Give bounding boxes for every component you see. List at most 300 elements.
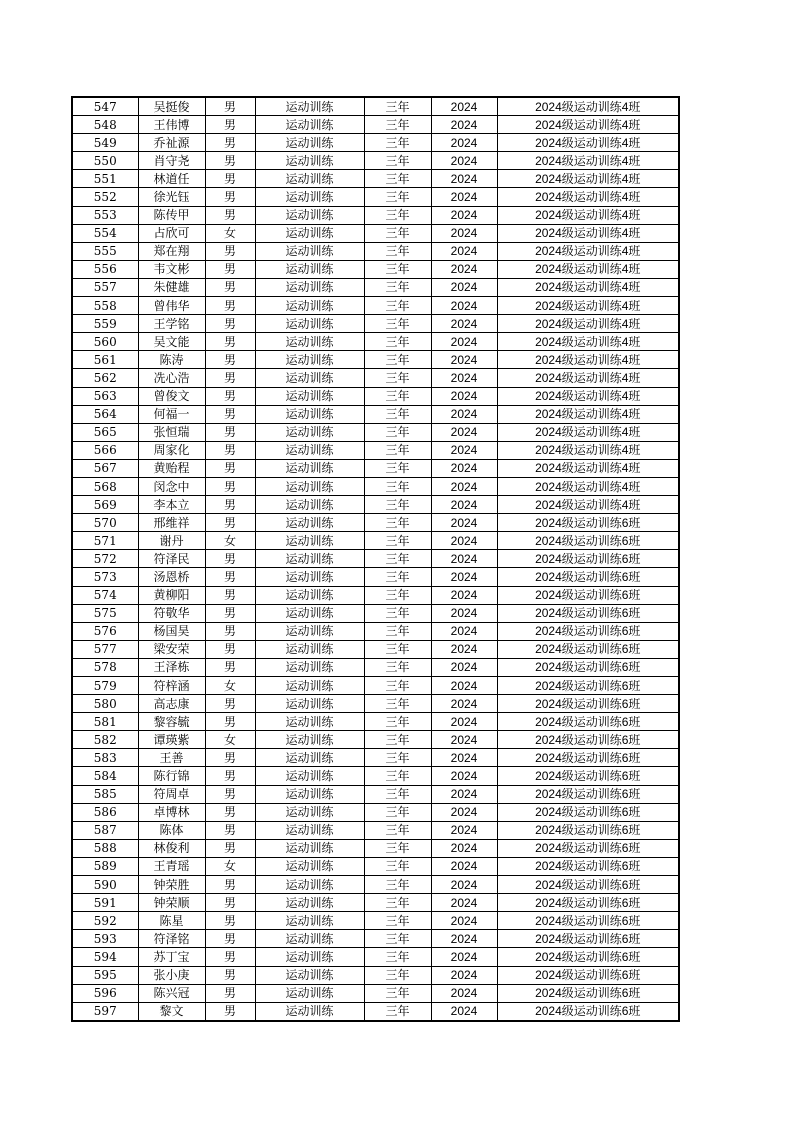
class-name-cell: 2024级运动训练4班 [497, 459, 679, 477]
major-cell: 运动训练 [255, 857, 364, 875]
row-number-cell: 584 [72, 767, 138, 785]
gender-cell: 男 [205, 260, 255, 278]
student-name-cell: 黎容毓 [138, 713, 205, 731]
student-name-cell: 汤恩桥 [138, 568, 205, 586]
enrollment-year-cell: 2024 [431, 315, 497, 333]
gender-cell: 男 [205, 695, 255, 713]
gender-cell: 男 [205, 1002, 255, 1021]
row-number-cell: 549 [72, 134, 138, 152]
student-name-cell: 曾伟华 [138, 297, 205, 315]
table-row [72, 695, 679, 713]
gender-cell: 男 [205, 785, 255, 803]
student-name-cell: 林道任 [138, 170, 205, 188]
gender-cell: 男 [205, 948, 255, 966]
major-cell: 运动训练 [255, 188, 364, 206]
student-name-cell: 陈涛 [138, 351, 205, 369]
major-cell: 运动训练 [255, 984, 364, 1002]
enrollment-year-cell: 2024 [431, 839, 497, 857]
major-cell: 运动训练 [255, 658, 364, 676]
program-length-cell: 三年 [364, 387, 431, 405]
program-length-cell: 三年 [364, 423, 431, 441]
major-cell: 运动训练 [255, 152, 364, 170]
student-name-cell: 何福一 [138, 405, 205, 423]
student-name-cell: 苏丁宝 [138, 948, 205, 966]
class-name-cell: 2024级运动训练6班 [497, 677, 679, 695]
major-cell: 运动训练 [255, 496, 364, 514]
table-row [72, 496, 679, 514]
enrollment-year-cell: 2024 [431, 134, 497, 152]
student-name-cell: 杨国昊 [138, 622, 205, 640]
enrollment-year-cell: 2024 [431, 586, 497, 604]
gender-cell: 女 [205, 532, 255, 550]
row-number-cell: 583 [72, 749, 138, 767]
student-name-cell: 陈行锦 [138, 767, 205, 785]
table-row [72, 514, 679, 532]
program-length-cell: 三年 [364, 912, 431, 930]
enrollment-year-cell: 2024 [431, 188, 497, 206]
student-name-cell: 梁安荣 [138, 640, 205, 658]
table-row [72, 948, 679, 966]
major-cell: 运动训练 [255, 767, 364, 785]
row-number-cell: 586 [72, 803, 138, 821]
gender-cell: 男 [205, 351, 255, 369]
student-name-cell: 王泽栋 [138, 658, 205, 676]
class-name-cell: 2024级运动训练4班 [497, 351, 679, 369]
student-name-cell: 黎文 [138, 1002, 205, 1021]
program-length-cell: 三年 [364, 894, 431, 912]
row-number-cell: 564 [72, 405, 138, 423]
major-cell: 运动训练 [255, 731, 364, 749]
enrollment-year-cell: 2024 [431, 803, 497, 821]
table-row [72, 821, 679, 839]
gender-cell: 男 [205, 116, 255, 134]
class-name-cell: 2024级运动训练6班 [497, 622, 679, 640]
student-name-cell: 王善 [138, 749, 205, 767]
class-name-cell: 2024级运动训练6班 [497, 658, 679, 676]
enrollment-year-cell: 2024 [431, 568, 497, 586]
row-number-cell: 575 [72, 604, 138, 622]
major-cell: 运动训练 [255, 695, 364, 713]
major-cell: 运动训练 [255, 116, 364, 134]
enrollment-year-cell: 2024 [431, 658, 497, 676]
row-number-cell: 551 [72, 170, 138, 188]
gender-cell: 男 [205, 876, 255, 894]
row-number-cell: 569 [72, 496, 138, 514]
major-cell: 运动训练 [255, 441, 364, 459]
gender-cell: 男 [205, 514, 255, 532]
table-row [72, 785, 679, 803]
student-name-cell: 曾俊文 [138, 387, 205, 405]
row-number-cell: 587 [72, 821, 138, 839]
enrollment-year-cell: 2024 [431, 785, 497, 803]
program-length-cell: 三年 [364, 532, 431, 550]
table-row [72, 188, 679, 206]
class-name-cell: 2024级运动训练6班 [497, 966, 679, 984]
table-row [72, 984, 679, 1002]
row-number-cell: 562 [72, 369, 138, 387]
class-name-cell: 2024级运动训练4班 [497, 170, 679, 188]
table-row [72, 405, 679, 423]
gender-cell: 男 [205, 405, 255, 423]
table-row [72, 260, 679, 278]
major-cell: 运动训练 [255, 278, 364, 296]
class-name-cell: 2024级运动训练4班 [497, 369, 679, 387]
student-name-cell: 占欣可 [138, 224, 205, 242]
class-name-cell: 2024级运动训练4班 [497, 97, 679, 116]
row-number-cell: 566 [72, 441, 138, 459]
program-length-cell: 三年 [364, 260, 431, 278]
table-row [72, 116, 679, 134]
gender-cell: 男 [205, 333, 255, 351]
enrollment-year-cell: 2024 [431, 405, 497, 423]
table-row [72, 278, 679, 296]
major-cell: 运动训练 [255, 568, 364, 586]
row-number-cell: 582 [72, 731, 138, 749]
row-number-cell: 547 [72, 97, 138, 116]
gender-cell: 男 [205, 496, 255, 514]
row-number-cell: 572 [72, 550, 138, 568]
enrollment-year-cell: 2024 [431, 477, 497, 495]
class-name-cell: 2024级运动训练6班 [497, 514, 679, 532]
row-number-cell: 573 [72, 568, 138, 586]
row-number-cell: 590 [72, 876, 138, 894]
major-cell: 运动训练 [255, 224, 364, 242]
enrollment-year-cell: 2024 [431, 550, 497, 568]
table-row [72, 97, 679, 116]
enrollment-year-cell: 2024 [431, 640, 497, 658]
enrollment-year-cell: 2024 [431, 622, 497, 640]
class-name-cell: 2024级运动训练4班 [497, 496, 679, 514]
program-length-cell: 三年 [364, 640, 431, 658]
class-name-cell: 2024级运动训练6班 [497, 586, 679, 604]
student-name-cell: 高志康 [138, 695, 205, 713]
gender-cell: 男 [205, 640, 255, 658]
class-name-cell: 2024级运动训练4班 [497, 477, 679, 495]
enrollment-year-cell: 2024 [431, 948, 497, 966]
class-name-cell: 2024级运动训练4班 [497, 278, 679, 296]
major-cell: 运动训练 [255, 423, 364, 441]
enrollment-year-cell: 2024 [431, 912, 497, 930]
table-row [72, 658, 679, 676]
student-name-cell: 黄贻程 [138, 459, 205, 477]
student-name-cell: 张小庚 [138, 966, 205, 984]
row-number-cell: 591 [72, 894, 138, 912]
row-number-cell: 580 [72, 695, 138, 713]
row-number-cell: 559 [72, 315, 138, 333]
gender-cell: 男 [205, 586, 255, 604]
enrollment-year-cell: 2024 [431, 496, 497, 514]
gender-cell: 男 [205, 803, 255, 821]
major-cell: 运动训练 [255, 876, 364, 894]
row-number-cell: 585 [72, 785, 138, 803]
table-row [72, 441, 679, 459]
student-name-cell: 吴文能 [138, 333, 205, 351]
table-row [72, 333, 679, 351]
row-number-cell: 548 [72, 116, 138, 134]
row-number-cell: 581 [72, 713, 138, 731]
class-name-cell: 2024级运动训练6班 [497, 984, 679, 1002]
table-row [72, 387, 679, 405]
gender-cell: 男 [205, 188, 255, 206]
student-name-cell: 周家化 [138, 441, 205, 459]
student-name-cell: 钟荣胜 [138, 876, 205, 894]
gender-cell: 男 [205, 315, 255, 333]
table-row [72, 894, 679, 912]
program-length-cell: 三年 [364, 695, 431, 713]
row-number-cell: 552 [72, 188, 138, 206]
enrollment-year-cell: 2024 [431, 1002, 497, 1021]
program-length-cell: 三年 [364, 297, 431, 315]
enrollment-year-cell: 2024 [431, 97, 497, 116]
table-row [72, 839, 679, 857]
gender-cell: 男 [205, 387, 255, 405]
program-length-cell: 三年 [364, 170, 431, 188]
program-length-cell: 三年 [364, 857, 431, 875]
class-name-cell: 2024级运动训练4班 [497, 260, 679, 278]
class-name-cell: 2024级运动训练4班 [497, 405, 679, 423]
major-cell: 运动训练 [255, 97, 364, 116]
major-cell: 运动训练 [255, 477, 364, 495]
row-number-cell: 568 [72, 477, 138, 495]
class-name-cell: 2024级运动训练6班 [497, 713, 679, 731]
table-row [72, 550, 679, 568]
program-length-cell: 三年 [364, 441, 431, 459]
row-number-cell: 554 [72, 224, 138, 242]
program-length-cell: 三年 [364, 604, 431, 622]
major-cell: 运动训练 [255, 134, 364, 152]
enrollment-year-cell: 2024 [431, 441, 497, 459]
class-name-cell: 2024级运动训练4班 [497, 224, 679, 242]
major-cell: 运动训练 [255, 260, 364, 278]
program-length-cell: 三年 [364, 351, 431, 369]
gender-cell: 男 [205, 930, 255, 948]
student-name-cell: 卓博林 [138, 803, 205, 821]
class-name-cell: 2024级运动训练6班 [497, 568, 679, 586]
gender-cell: 男 [205, 713, 255, 731]
enrollment-year-cell: 2024 [431, 351, 497, 369]
program-length-cell: 三年 [364, 966, 431, 984]
gender-cell: 男 [205, 170, 255, 188]
major-cell: 运动训练 [255, 713, 364, 731]
table-row [72, 532, 679, 550]
class-name-cell: 2024级运动训练4班 [497, 333, 679, 351]
enrollment-year-cell: 2024 [431, 604, 497, 622]
student-name-cell: 张恒瑞 [138, 423, 205, 441]
enrollment-year-cell: 2024 [431, 876, 497, 894]
student-name-cell: 钟荣顺 [138, 894, 205, 912]
program-length-cell: 三年 [364, 622, 431, 640]
enrollment-year-cell: 2024 [431, 278, 497, 296]
program-length-cell: 三年 [364, 514, 431, 532]
class-name-cell: 2024级运动训练4班 [497, 242, 679, 260]
row-number-cell: 571 [72, 532, 138, 550]
gender-cell: 男 [205, 97, 255, 116]
program-length-cell: 三年 [364, 242, 431, 260]
student-table [71, 96, 680, 1022]
row-number-cell: 565 [72, 423, 138, 441]
class-name-cell: 2024级运动训练6班 [497, 839, 679, 857]
row-number-cell: 560 [72, 333, 138, 351]
program-length-cell: 三年 [364, 948, 431, 966]
class-name-cell: 2024级运动训练6班 [497, 695, 679, 713]
table-row [72, 568, 679, 586]
enrollment-year-cell: 2024 [431, 966, 497, 984]
major-cell: 运动训练 [255, 749, 364, 767]
enrollment-year-cell: 2024 [431, 821, 497, 839]
table-row [72, 242, 679, 260]
program-length-cell: 三年 [364, 586, 431, 604]
student-name-cell: 陈传甲 [138, 206, 205, 224]
major-cell: 运动训练 [255, 912, 364, 930]
enrollment-year-cell: 2024 [431, 369, 497, 387]
enrollment-year-cell: 2024 [431, 387, 497, 405]
row-number-cell: 595 [72, 966, 138, 984]
student-name-cell: 陈星 [138, 912, 205, 930]
class-name-cell: 2024级运动训练6班 [497, 550, 679, 568]
major-cell: 运动训练 [255, 948, 364, 966]
program-length-cell: 三年 [364, 803, 431, 821]
row-number-cell: 558 [72, 297, 138, 315]
student-name-cell: 朱健雄 [138, 278, 205, 296]
program-length-cell: 三年 [364, 984, 431, 1002]
class-name-cell: 2024级运动训练4班 [497, 206, 679, 224]
table-row [72, 423, 679, 441]
row-number-cell: 593 [72, 930, 138, 948]
enrollment-year-cell: 2024 [431, 333, 497, 351]
major-cell: 运动训练 [255, 206, 364, 224]
row-number-cell: 592 [72, 912, 138, 930]
class-name-cell: 2024级运动训练6班 [497, 604, 679, 622]
enrollment-year-cell: 2024 [431, 749, 497, 767]
student-name-cell: 林俊利 [138, 839, 205, 857]
student-name-cell: 符泽铭 [138, 930, 205, 948]
table-row [72, 749, 679, 767]
class-name-cell: 2024级运动训练4班 [497, 387, 679, 405]
table-row [72, 857, 679, 875]
gender-cell: 男 [205, 622, 255, 640]
class-name-cell: 2024级运动训练4班 [497, 134, 679, 152]
gender-cell: 男 [205, 459, 255, 477]
major-cell: 运动训练 [255, 586, 364, 604]
program-length-cell: 三年 [364, 496, 431, 514]
table-row [72, 677, 679, 695]
class-name-cell: 2024级运动训练6班 [497, 912, 679, 930]
gender-cell: 男 [205, 839, 255, 857]
row-number-cell: 563 [72, 387, 138, 405]
class-name-cell: 2024级运动训练4班 [497, 152, 679, 170]
program-length-cell: 三年 [364, 477, 431, 495]
row-number-cell: 557 [72, 278, 138, 296]
program-length-cell: 三年 [364, 713, 431, 731]
gender-cell: 男 [205, 749, 255, 767]
student-name-cell: 符泽民 [138, 550, 205, 568]
major-cell: 运动训练 [255, 387, 364, 405]
table-row [72, 477, 679, 495]
program-length-cell: 三年 [364, 405, 431, 423]
table-row [72, 369, 679, 387]
gender-cell: 男 [205, 369, 255, 387]
program-length-cell: 三年 [364, 930, 431, 948]
gender-cell: 男 [205, 441, 255, 459]
enrollment-year-cell: 2024 [431, 677, 497, 695]
enrollment-year-cell: 2024 [431, 297, 497, 315]
enrollment-year-cell: 2024 [431, 695, 497, 713]
row-number-cell: 597 [72, 1002, 138, 1021]
student-name-cell: 韦文彬 [138, 260, 205, 278]
row-number-cell: 596 [72, 984, 138, 1002]
table-row [72, 604, 679, 622]
table-row [72, 224, 679, 242]
program-length-cell: 三年 [364, 839, 431, 857]
table-row [72, 586, 679, 604]
gender-cell: 女 [205, 857, 255, 875]
class-name-cell: 2024级运动训练6班 [497, 640, 679, 658]
enrollment-year-cell: 2024 [431, 152, 497, 170]
class-name-cell: 2024级运动训练6班 [497, 930, 679, 948]
table-row [72, 876, 679, 894]
major-cell: 运动训练 [255, 369, 364, 387]
class-name-cell: 2024级运动训练6班 [497, 731, 679, 749]
program-length-cell: 三年 [364, 152, 431, 170]
row-number-cell: 553 [72, 206, 138, 224]
enrollment-year-cell: 2024 [431, 206, 497, 224]
enrollment-year-cell: 2024 [431, 731, 497, 749]
program-length-cell: 三年 [364, 767, 431, 785]
class-name-cell: 2024级运动训练6班 [497, 785, 679, 803]
class-name-cell: 2024级运动训练4班 [497, 188, 679, 206]
enrollment-year-cell: 2024 [431, 242, 497, 260]
student-name-cell: 黄柳阳 [138, 586, 205, 604]
table-row [72, 713, 679, 731]
major-cell: 运动训练 [255, 315, 364, 333]
row-number-cell: 578 [72, 658, 138, 676]
gender-cell: 男 [205, 604, 255, 622]
gender-cell: 男 [205, 206, 255, 224]
program-length-cell: 三年 [364, 459, 431, 477]
row-number-cell: 555 [72, 242, 138, 260]
table-row [72, 351, 679, 369]
program-length-cell: 三年 [364, 315, 431, 333]
program-length-cell: 三年 [364, 658, 431, 676]
row-number-cell: 577 [72, 640, 138, 658]
enrollment-year-cell: 2024 [431, 260, 497, 278]
class-name-cell: 2024级运动训练6班 [497, 857, 679, 875]
enrollment-year-cell: 2024 [431, 170, 497, 188]
table-row [72, 315, 679, 333]
gender-cell: 男 [205, 152, 255, 170]
table-row [72, 966, 679, 984]
major-cell: 运动训练 [255, 550, 364, 568]
row-number-cell: 579 [72, 677, 138, 695]
student-name-cell: 李本立 [138, 496, 205, 514]
table-row [72, 622, 679, 640]
gender-cell: 女 [205, 224, 255, 242]
class-name-cell: 2024级运动训练6班 [497, 1002, 679, 1021]
table-row [72, 152, 679, 170]
class-name-cell: 2024级运动训练6班 [497, 894, 679, 912]
enrollment-year-cell: 2024 [431, 459, 497, 477]
table-row [72, 640, 679, 658]
program-length-cell: 三年 [364, 568, 431, 586]
row-number-cell: 570 [72, 514, 138, 532]
program-length-cell: 三年 [364, 116, 431, 134]
gender-cell: 男 [205, 278, 255, 296]
major-cell: 运动训练 [255, 966, 364, 984]
major-cell: 运动训练 [255, 640, 364, 658]
table-row [72, 134, 679, 152]
table-row [72, 206, 679, 224]
major-cell: 运动训练 [255, 839, 364, 857]
